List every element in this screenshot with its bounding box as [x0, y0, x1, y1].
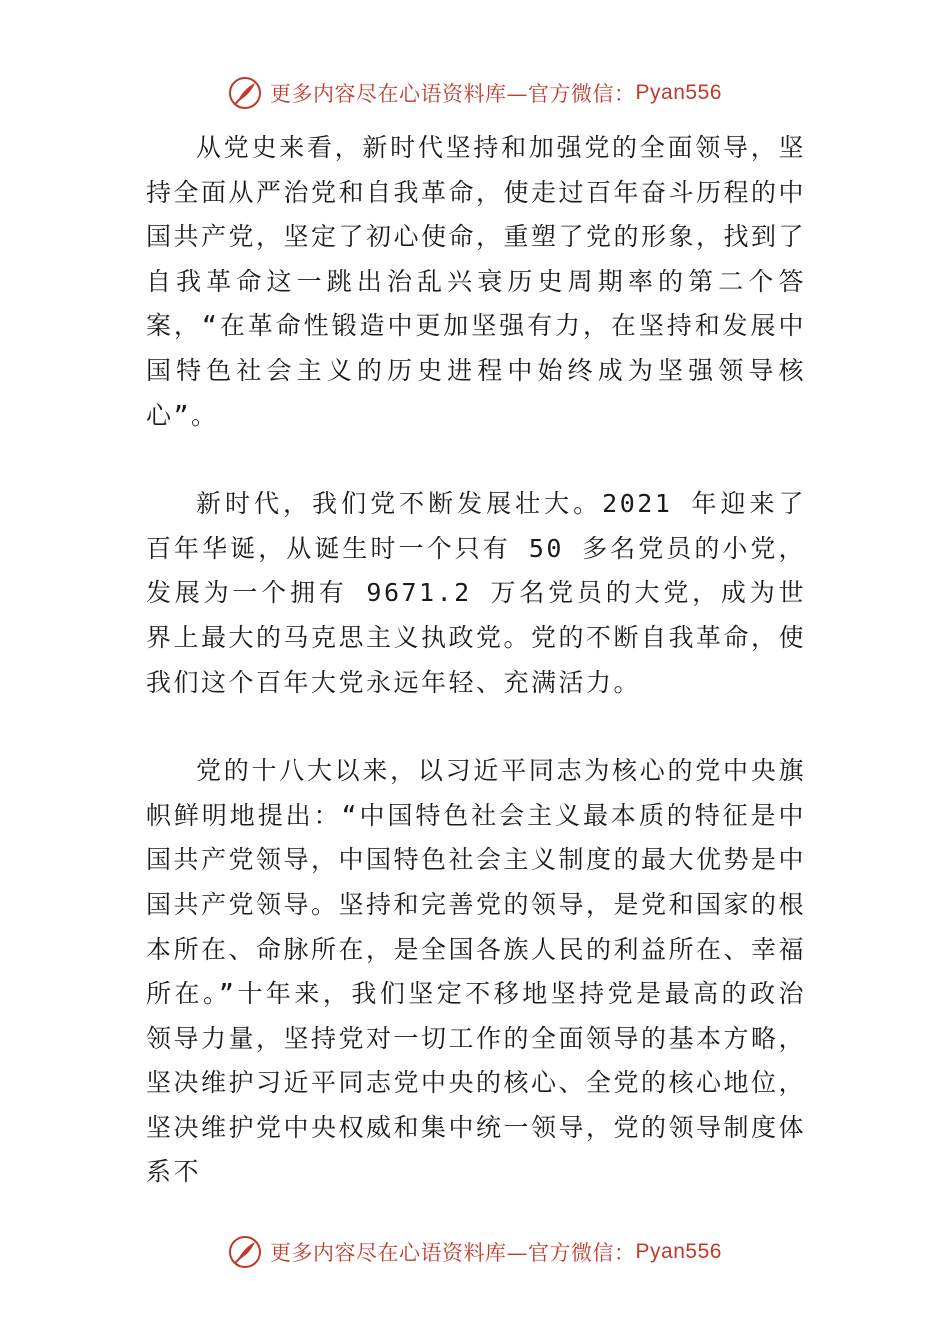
- header-wechat-id: Pyan556: [635, 81, 722, 104]
- header-banner: [0, 73, 950, 113]
- document-body: [146, 126, 806, 1239]
- feather-pen-logo-icon: [228, 1235, 262, 1269]
- header-banner-text: 更多内容尽在心语资料库—官方微信：: [270, 82, 636, 106]
- feather-pen-logo-icon: [228, 76, 262, 110]
- footer-wechat-id: Pyan556: [635, 1240, 722, 1263]
- paragraph-3: 党的十八大以来，以习近平同志为核心的党中央旗帜鲜明地提出：“中国特色社会主义最本质的特征是中国共产党领导，中国特色社会主义制度的最大优势是中国共产党领导。坚持和完善党的领导，是党和国家的根本所在、命脉所在，是全国各族人民的利益所在、幸福所在。”十年来，我们坚定不移地坚持党是最高的政治领导力量，坚持党对一切工作的全面领导的基本方略，坚决维护习近平同志党中央的核心、全党的核心地位，坚决维护党中央权威和集中统一领导，党的领导制度体系不: [146, 756, 807, 1187]
- paragraph-1: 从党史来看，新时代坚持和加强党的全面领导，坚持全面从严治党和自我革命，使走过百年奋斗历程的中国共产党，坚定了初心使命，重塑了党的形象，找到了自我革命这一跳出治乱兴衰历史周期率的第二个答案，“在革命性锻造中更加坚强有力，在坚持和发展中国特色社会主义的历史进程中始终成为坚强领导核心”。: [146, 133, 807, 430]
- paragraph-2: 新时代，我们党不断发展壮大。2021 年迎来了百年华诞，从诞生时一个只有 50 多名党员的小党，发展为一个拥有 9671.2 万名党员的大党，成为世界上最大的马克思主义执政党。党的不断自我革命，使我们这个百年大党永远年轻、充满活力。: [146, 489, 807, 697]
- footer-banner-text: 更多内容尽在心语资料库—官方微信：: [270, 1241, 636, 1265]
- footer-banner: [0, 1232, 950, 1272]
